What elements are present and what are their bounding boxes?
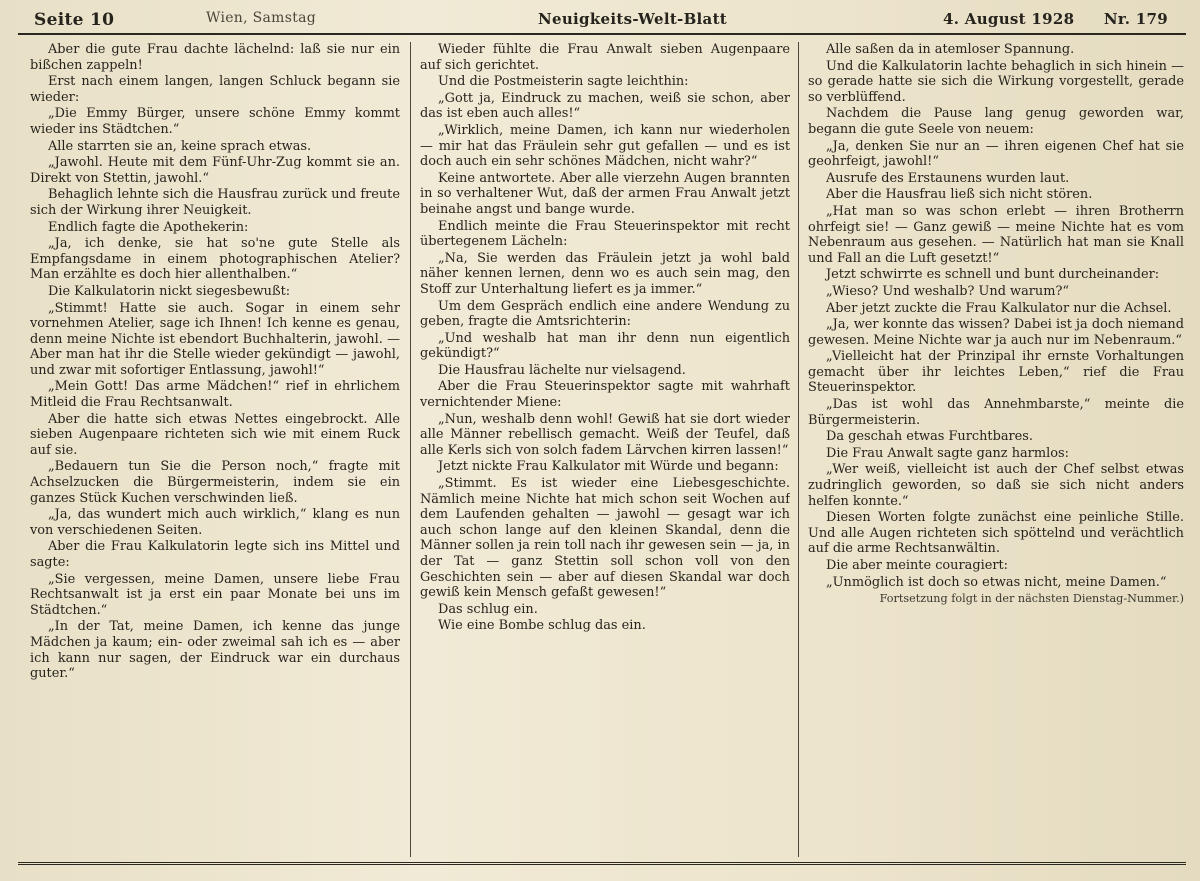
paragraph: Jetzt schwirrte es schnell und bunt durcheinander: [826, 267, 1160, 283]
paragraph: Erst nach einem langen, langen Schluck begann sie wieder: [30, 74, 400, 105]
paragraph: „Das ist wohl das Annehmbarste,“ meinte die Bürgermeisterin. [808, 397, 1184, 428]
paragraph: „Na, Sie werden das Fräulein jetzt ja wohl bald näher kennen lernen, denn wo es auch sein mag, den Stoff zur Unterhaltung liefert es ja immer.“ [420, 250, 790, 297]
page-header [18, 4, 1186, 30]
paragraph: „Die Emmy Bürger, unsere schöne Emmy kommt wieder ins Städtchen.“ [30, 106, 400, 137]
paragraph: „Nun, weshalb denn wohl! Gewiß hat sie dort wieder alle Männer rebellisch gemacht. Weiß der Teufel, daß alle Kerls sich von solch fadem Lärvchen kirren lassen!“ [420, 411, 790, 458]
paragraph: Die aber meinte couragiert: [826, 558, 1009, 573]
paragraph: „Hat man so was schon erlebt — ihren Brotherrn ohrfeigt sie! — Ganz gewiß — meine Nichte hat es vom Nebenraum aus gesehen. — Natürlich hat man sie Knall und Fall an die Luft gesetzt!“ [808, 203, 1184, 266]
paragraph: Alle starrten sie an, keine sprach etwas. [48, 138, 312, 154]
text-column-1 [30, 42, 400, 857]
paragraph: Und die Kalkulatorin lachte behaglich in sich hinein — so gerade hatte sie sich die Wirkung vorgestellt, gerade so verblüffend. [808, 58, 1184, 105]
paragraph: Endlich fagte die Apothekerin: [48, 219, 249, 235]
newspaper-title: Neuigkeits-Welt-Blatt [538, 10, 728, 28]
paragraph: Aber die hatte sich etwas Nettes eingebrockt. Alle sieben Augenpaare richteten sich wie mit einem Ruck auf sie. [30, 411, 400, 458]
paragraph: Die Frau Anwalt sagte ganz harmlos: [826, 445, 1069, 461]
footer-rule [18, 862, 1186, 865]
paragraph: „Ja, wer konnte das wissen? Dabei ist ja doch niemand gewesen. Meine Nichte war ja auch nur im Nebenraum.“ [808, 317, 1184, 348]
paragraph: Behaglich lehnte sich die Hausfrau zurück und freute sich der Wirkung ihrer Neuigkeit. [30, 187, 400, 218]
paragraph: Da geschah etwas Furchtbares. [826, 429, 1034, 445]
paragraph: „Wer weiß, vielleicht ist auch der Chef selbst etwas zudringlich geworden, so daß sie sich nicht anders helfen konnte.“ [808, 462, 1184, 509]
paragraph: „Stimmt. Es ist wieder eine Liebesgeschichte. Nämlich meine Nichte hat mich schon seit Wochen auf dem Laufenden gehalten — jawohl — gesagt war ich auch schon lange auf den kleinen Skandal, denn die Männer sollen ja rein toll nach ihr gewesen sein — ja, in der Tat — ganz Stettin soll schon voll von den Geschichten sein — aber auf diesen Skandal war doch gewiß kein Mensch gefaßt gewesen!“ [420, 476, 790, 601]
paragraph: Aber die Frau Steuerinspektor sagte mit wahrhaft vernichtender Miene: [420, 379, 790, 411]
paragraph: „Unmöglich ist doch so etwas nicht, meine Damen.“ [826, 574, 1167, 590]
issue-date: 4. August 1928 [943, 10, 1075, 28]
paragraph: „Stimmt! Hatte sie auch. Sogar in einem sehr vornehmen Atelier, sage ich Ihnen! Ich kenne es genau, denn meine Nichte ist ebendort Buchhalterin, jawohl. — Aber man hat ihr die Stelle wieder gekündigt — jawohl, und zwar mit sofortiger Entlassung, jawohl!“ [30, 300, 400, 378]
paragraph: Aber die gute Frau dachte lächelnd: laß sie nur ein bißchen zappeln! [30, 42, 400, 73]
paragraph: Nachdem die Pause lang genug geworden war, begann die gute Seele von neuem: [808, 106, 1184, 137]
paragraph: „Jawohl. Heute mit dem Fünf-Uhr-Zug kommt sie an. Direkt von Stettin, jawohl.“ [30, 155, 400, 186]
paragraph: Die Kalkulatorin nickt siegesbewußt: [48, 283, 291, 299]
place-and-weekday: Wien, Samstag [206, 10, 317, 26]
paragraph: Aber jetzt zuckte die Frau Kalkulator nur die Achsel. [826, 300, 1172, 316]
paragraph: Keine antwortete. Aber alle vierzehn Augen brannten in so verhaltener Wut, daß der armen Frau Anwalt jetzt beinahe angst und bange wurde. [420, 170, 790, 217]
paragraph: Die Hausfrau lächelte nur vielsagend. [438, 362, 686, 378]
paragraph: „Ja, das wundert mich auch wirklich,“ klang es nun von verschiedenen Seiten. [30, 507, 400, 538]
text-column-2 [420, 42, 790, 857]
paragraph: Ausrufe des Erstaunens wurden laut. [826, 170, 1070, 186]
paragraph: „Ja, denken Sie nur an — ihren eigenen Chef hat sie geohrfeigt, jawohl!“ [808, 138, 1184, 170]
page-number: Seite 10 [34, 10, 115, 30]
paragraph: Aber die Frau Kalkulatorin legte sich ins Mittel und sagte: [30, 539, 400, 570]
paragraph: Endlich meinte die Frau Steuerinspektor mit recht übertegenem Lächeln: [420, 218, 790, 250]
paragraph: „Ja, ich denke, sie hat so'ne gute Stelle als Empfangsdame in einem photographischen Atelier? Man erzählte es doch hier allenthalben.“ [30, 236, 400, 283]
paragraph: Und die Postmeisterin sagte leichthin: [438, 74, 689, 90]
paragraph: Wie eine Bombe schlug das ein. [438, 618, 646, 634]
paragraph: Aber die Hausfrau ließ sich nicht stören. [826, 187, 1093, 203]
paragraph: Alle saßen da in atemloser Spannung. [826, 42, 1075, 57]
issue-number: Nr. 179 [1103, 10, 1168, 28]
paragraph: Um dem Gespräch endlich eine andere Wendung zu geben, fragte die Amtsrichterin: [420, 298, 790, 330]
paragraph: „Sie vergessen, meine Damen, unsere liebe Frau Rechtsanwalt ist ja erst ein paar Monate bei uns im Städtchen.“ [30, 571, 400, 618]
column-divider [410, 42, 411, 857]
paragraph: „Bedauern tun Sie die Person noch,“ fragte mit Achselzucken die Bürgermeisterin, indem sie ein ganzes Stück Kuchen verschwinden ließ. [30, 459, 400, 506]
paragraph: Jetzt nickte Frau Kalkulator mit Würde und begann: [438, 459, 779, 475]
paragraph: „Vielleicht hat der Prinzipal ihr ernste Vorhaltungen gemacht über ihr leichtes Leben,“ rief die Frau Steuerinspektor. [808, 349, 1184, 396]
paragraph: „Wirklich, meine Damen, ich kann nur wiederholen — mir hat das Fräulein sehr gut gefallen — und es ist doch auch ein sehr schönes Mädchen, nicht wahr?“ [420, 122, 790, 170]
text-column-3 [808, 42, 1184, 857]
paragraph: „Gott ja, Eindruck zu machen, weiß sie schon, aber das ist eben auch alles!“ [420, 90, 790, 122]
paragraph: „In der Tat, meine Damen, ich kenne das junge Mädchen ja kaum; ein- oder zweimal sah ich es — aber ich kann nur sagen, der Eindruck war ein durchaus guter.“ [30, 619, 400, 682]
paragraph: „Wieso? Und weshalb? Und warum?“ [826, 283, 1069, 299]
header-rule [18, 33, 1186, 35]
paragraph: Wieder fühlte die Frau Anwalt sieben Augenpaare auf sich gerichtet. [420, 42, 790, 73]
paragraph: Das schlug ein. [438, 601, 538, 617]
paragraph: „Mein Gott! Das arme Mädchen!“ rief in ehrlichem Mitleid die Frau Rechtsanwalt. [30, 379, 400, 411]
column-divider [798, 42, 799, 857]
paragraph: Diesen Worten folgte zunächst eine peinliche Stille. Und alle Augen richteten sich spöttelnd und verächtlich auf die arme Rechtsanwältin. [808, 510, 1184, 557]
paragraph: „Und weshalb hat man ihr denn nun eigentlich gekündigt?“ [420, 330, 790, 362]
continuation-note: Fortsetzung folgt in der nächsten Dienstag-Nummer.) [879, 592, 1184, 606]
